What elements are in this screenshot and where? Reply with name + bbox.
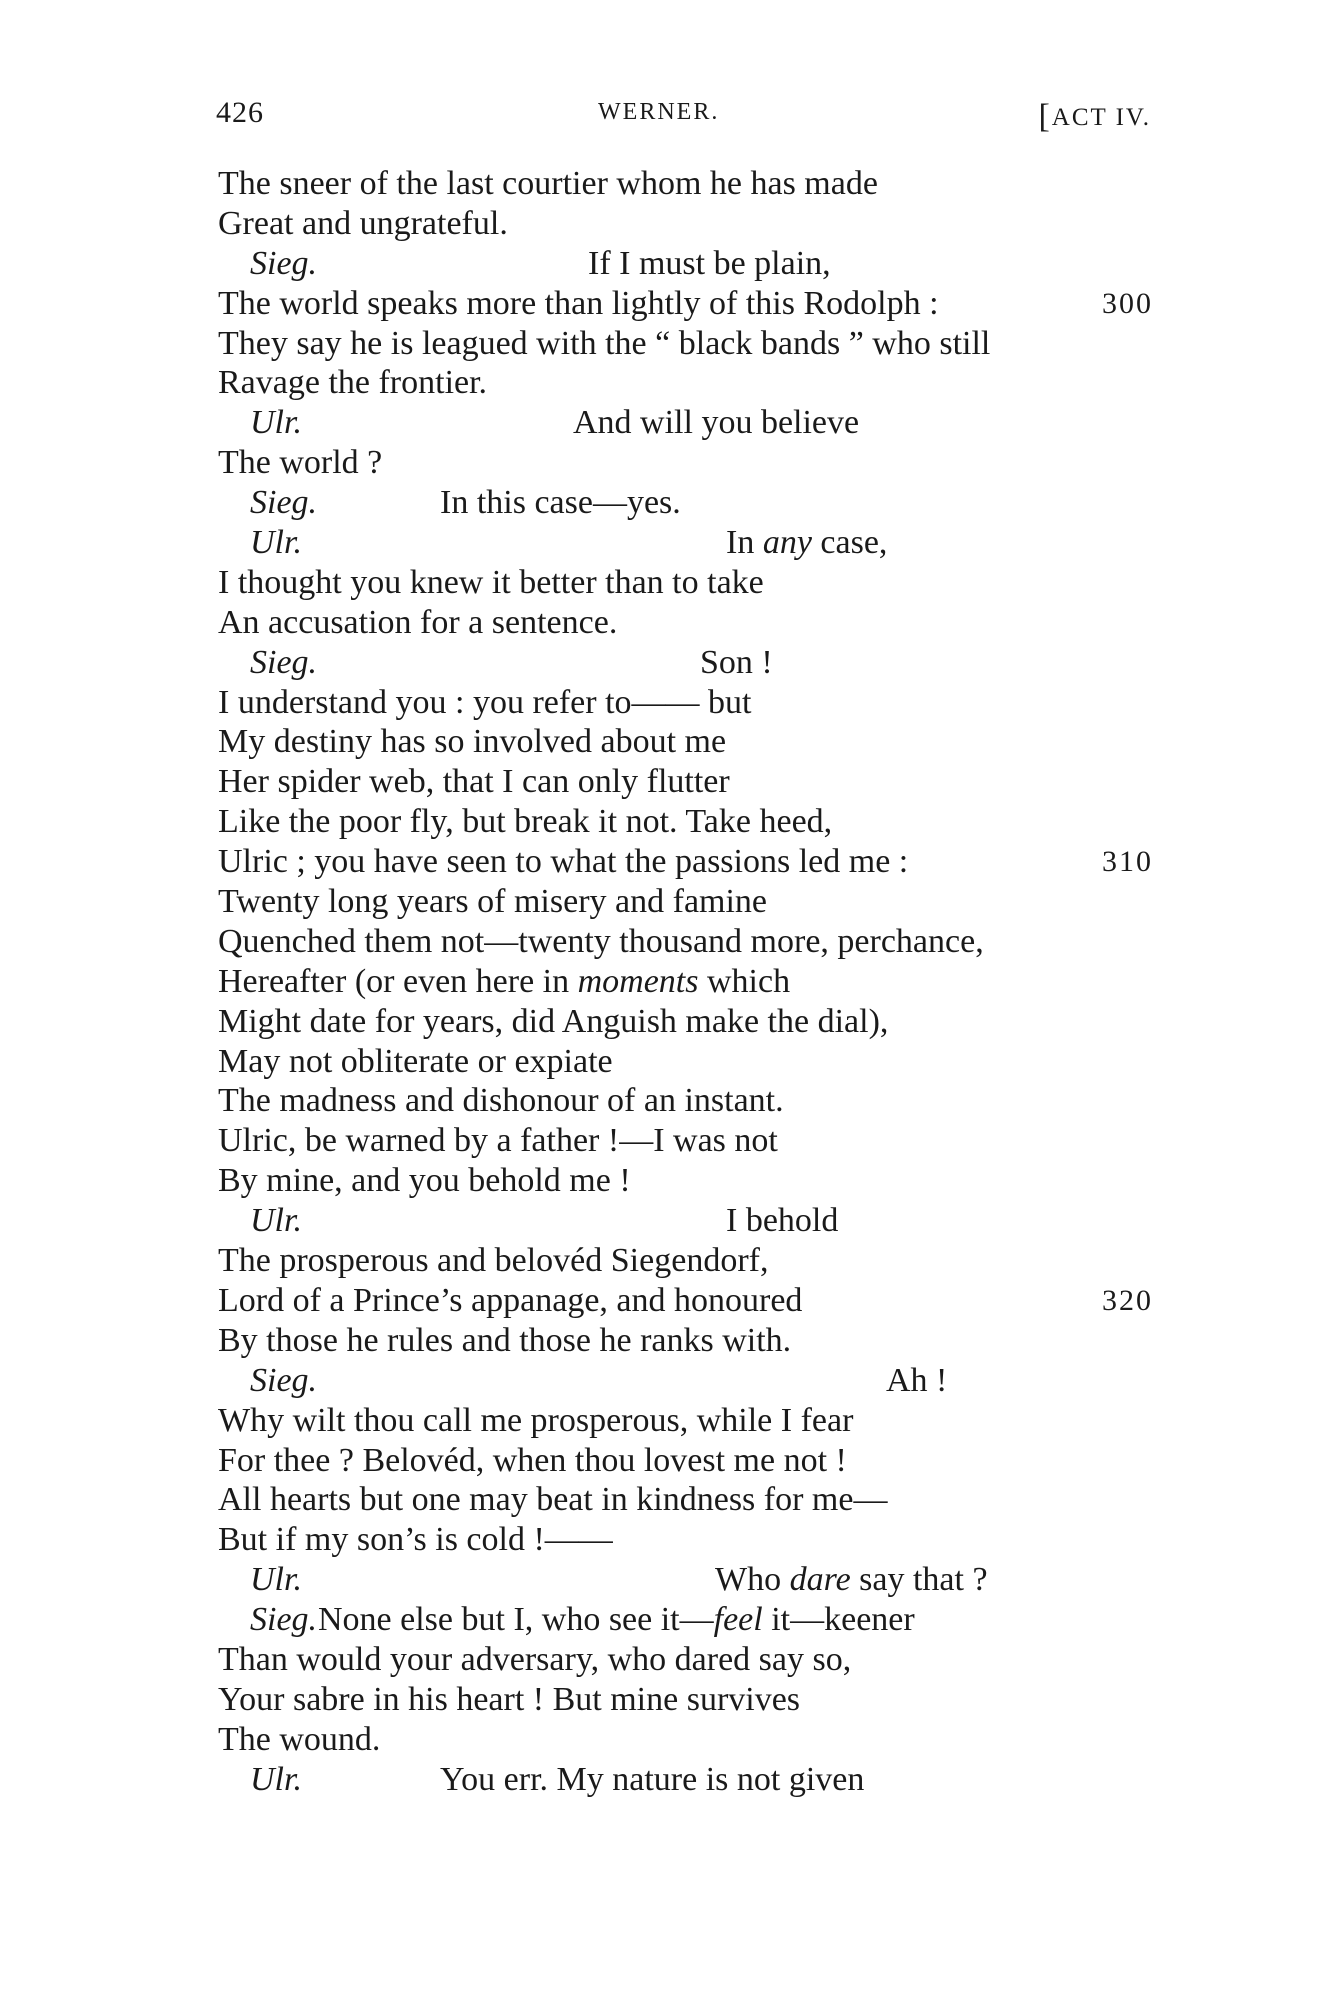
speaker-name: Ulr. xyxy=(250,1561,302,1599)
verse-line xyxy=(218,1480,1153,1520)
emphasized-word: moments xyxy=(577,962,699,1000)
line-text: The prosperous and belovéd Siegendorf, xyxy=(218,1242,769,1280)
line-text: The wound. xyxy=(218,1720,381,1758)
line-text xyxy=(218,962,790,1002)
line-text: Ravage the frontier. xyxy=(218,364,488,402)
line-text xyxy=(318,1600,915,1640)
speaker-name: Sieg. xyxy=(250,1361,318,1399)
verse-line xyxy=(218,922,1153,962)
verse-line xyxy=(218,882,1153,922)
line-text: By mine, and you behold me ! xyxy=(218,1162,631,1200)
line-text-part: Hereafter (or even here in xyxy=(218,962,578,1000)
verse-line xyxy=(218,1640,1153,1680)
emphasized-word: dare xyxy=(789,1561,851,1599)
line-text: The world speaks more than lightly of this Rodolph : xyxy=(218,284,939,322)
line-text: The sneer of the last courtier whom he has made xyxy=(218,165,878,202)
verse-line xyxy=(218,762,1153,802)
verse-line xyxy=(218,443,1153,483)
speaker-name: Ulr. xyxy=(250,1760,302,1798)
line-text: An accusation for a sentence. xyxy=(218,603,618,641)
line-text: All hearts but one may beat in kindness for me— xyxy=(218,1481,888,1519)
verse-line xyxy=(218,244,1153,284)
line-text xyxy=(726,523,887,563)
verse-line xyxy=(218,1720,1153,1760)
line-number: 310 xyxy=(1102,845,1153,879)
line-text: Than would your adversary, who dared say so, xyxy=(218,1640,852,1678)
speaker-name: Sieg. xyxy=(250,244,318,282)
line-text: By those he rules and those he ranks with. xyxy=(218,1321,792,1359)
line-text: Lord of a Prince’s appanage, and honoured xyxy=(218,1281,803,1319)
verse-line xyxy=(218,962,1153,1002)
verse-line xyxy=(218,1401,1153,1441)
line-text-part: say that ? xyxy=(850,1561,988,1599)
speaker-name: Ulr. xyxy=(250,404,302,442)
line-text: The madness and dishonour of an instant. xyxy=(218,1082,784,1120)
verse-line xyxy=(218,1281,1153,1321)
verse-line xyxy=(218,1201,1153,1241)
verse-line xyxy=(218,1680,1153,1720)
speaker-name: Sieg. xyxy=(250,643,318,681)
line-text: Her spider web, that I can only flutter xyxy=(218,763,730,801)
line-text: I behold xyxy=(726,1202,839,1240)
running-title: WERNER. xyxy=(598,99,720,125)
verse-line xyxy=(218,1241,1153,1281)
verse-line xyxy=(218,403,1153,443)
verse-line xyxy=(218,722,1153,762)
line-text-part: which xyxy=(698,962,791,1000)
line-text: If I must be plain, xyxy=(588,244,831,282)
verse-line xyxy=(218,284,1153,324)
verse-line xyxy=(218,164,1153,204)
emphasized-word: any xyxy=(762,524,812,562)
line-text: Ulric ; you have seen to what the passions led me : xyxy=(218,843,909,881)
verse-line xyxy=(218,1560,1153,1600)
verse-line xyxy=(218,1161,1153,1201)
page-number: 426 xyxy=(216,96,264,129)
line-text-part: Who xyxy=(715,1561,790,1599)
speaker-name: Ulr. xyxy=(250,524,302,562)
line-text: My destiny has so involved about me xyxy=(218,723,727,761)
line-text: Quenched them not—twenty thousand more, perchance, xyxy=(218,922,984,960)
verse-line xyxy=(218,1321,1153,1361)
line-text: Ulric, be warned by a father !—I was not xyxy=(218,1122,778,1160)
line-text: Son ! xyxy=(700,643,773,681)
verse-line xyxy=(218,563,1153,603)
line-text: For thee ? Belovéd, when thou lovest me not ! xyxy=(218,1441,847,1479)
emphasized-word: feel xyxy=(713,1601,763,1639)
line-text-part: it—keener xyxy=(762,1601,915,1639)
line-text: The world ? xyxy=(218,444,383,482)
line-text: Your sabre in his heart ! But mine survives xyxy=(218,1680,801,1718)
line-text: And will you believe xyxy=(573,404,860,442)
line-text-part: None else but I, who see it— xyxy=(318,1601,714,1639)
speaker-name: Sieg. xyxy=(250,1601,318,1639)
line-text: Great and ungrateful. xyxy=(218,204,508,242)
verse-line xyxy=(218,643,1153,683)
line-text: Ah ! xyxy=(886,1361,948,1399)
line-number: 300 xyxy=(1102,286,1153,320)
verse-line xyxy=(218,1002,1153,1042)
verse-line xyxy=(218,1121,1153,1161)
verse-line xyxy=(218,523,1153,563)
line-number: 320 xyxy=(1102,1283,1153,1317)
line-text: Might date for years, did Anguish make the dial), xyxy=(218,1002,889,1040)
line-text: I understand you : you refer to—— but xyxy=(218,683,752,721)
verse-line xyxy=(218,683,1153,723)
verse-line xyxy=(218,1520,1153,1560)
line-text: Why wilt thou call me prosperous, while I fear xyxy=(218,1401,854,1439)
line-text: In this case—yes. xyxy=(440,484,681,522)
speaker-name: Ulr. xyxy=(250,1202,302,1240)
line-text: Twenty long years of misery and famine xyxy=(218,883,768,921)
verse-line xyxy=(218,363,1153,403)
line-text: They say he is leagued with the “ black bands ” who still xyxy=(218,324,991,362)
line-text: May not obliterate or expiate xyxy=(218,1042,613,1080)
line-text: You err. My nature is not given xyxy=(440,1760,865,1798)
verse-line xyxy=(218,324,1153,364)
verse-line xyxy=(218,842,1153,882)
line-text: But if my son’s is cold !—— xyxy=(218,1521,613,1559)
verse-line xyxy=(218,1760,1153,1800)
act-label: [ACT IV. xyxy=(1038,98,1151,135)
verse-line xyxy=(218,1081,1153,1121)
verse-text xyxy=(218,164,1153,1800)
verse-line xyxy=(218,802,1153,842)
speaker-name: Sieg. xyxy=(250,484,318,522)
line-text xyxy=(715,1560,988,1600)
verse-line xyxy=(218,483,1153,523)
act-label-text: ACT IV. xyxy=(1051,104,1151,131)
line-text-part: case, xyxy=(811,524,888,562)
verse-line xyxy=(218,1361,1153,1401)
running-header xyxy=(216,96,1151,136)
verse-line xyxy=(218,1042,1153,1082)
verse-line xyxy=(218,603,1153,643)
line-text-part: In xyxy=(726,524,763,562)
line-text: Like the poor fly, but break it not. Take heed, xyxy=(218,803,833,841)
verse-line xyxy=(218,1441,1153,1481)
line-text: I thought you knew it better than to take xyxy=(218,563,764,601)
verse-line xyxy=(218,1600,1153,1640)
verse-line xyxy=(218,204,1153,244)
